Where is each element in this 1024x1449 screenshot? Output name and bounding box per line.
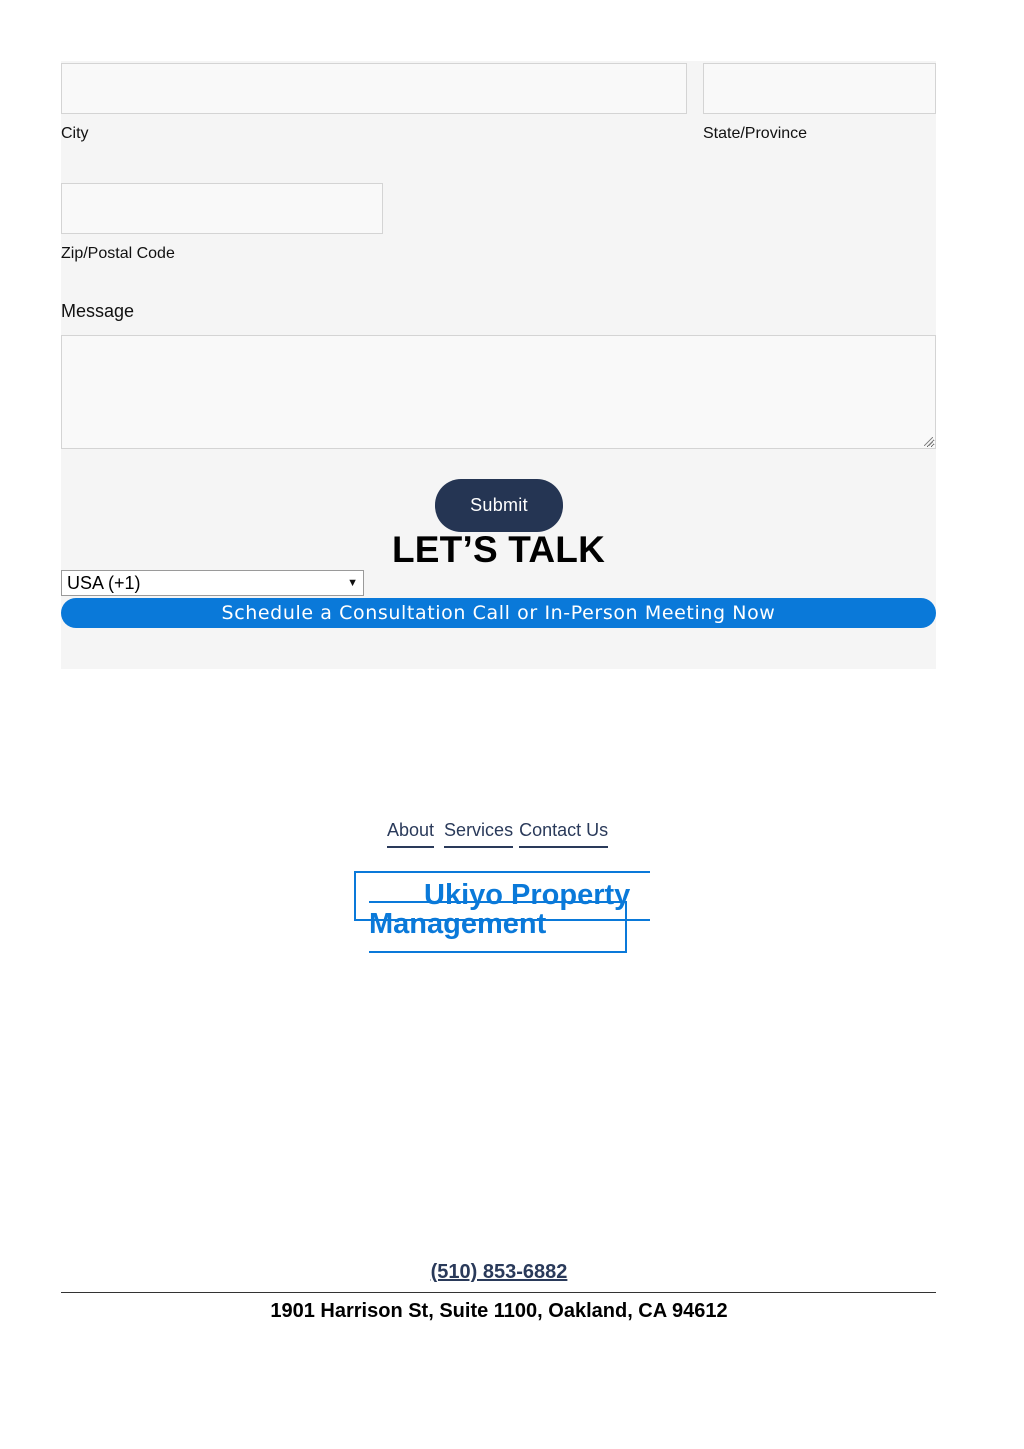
nav-link-contact[interactable]: Contact Us [519,820,608,848]
contact-form [61,61,936,669]
address-text: 1901 Harrison St, Suite 1100, Oakland, CA 94612 [270,1300,728,1322]
footer-nav [387,820,608,848]
state-label: State/Province [703,125,808,142]
message-label: Message [61,301,135,321]
city-input[interactable] [61,63,687,114]
submit-button[interactable]: Submit [435,479,563,532]
country-code-select[interactable] [61,570,364,596]
zip-input[interactable] [61,183,383,234]
city-label: City [61,125,89,142]
nav-link-services[interactable]: Services [444,820,513,848]
footer-divider [61,1292,936,1293]
nav-link-about[interactable]: About [387,820,434,848]
company-logo[interactable] [354,871,654,955]
caret-down-icon: ▼ [347,577,358,589]
message-textarea[interactable] [61,335,936,449]
phone-block [0,1261,998,1284]
phone-link[interactable]: (510) 853-6882 [430,1261,568,1283]
country-code-value: USA (+1) [67,572,141,593]
logo-text: Ukiyo Property Management [369,879,631,940]
zip-label: Zip/Postal Code [61,245,175,262]
state-input[interactable] [703,63,936,114]
schedule-consultation-button[interactable]: Schedule a Consultation Call or In-Person Meeting Now [61,598,936,628]
lets-talk-heading: LET’S TALK [391,529,605,570]
resize-grip-icon[interactable] [924,437,933,446]
